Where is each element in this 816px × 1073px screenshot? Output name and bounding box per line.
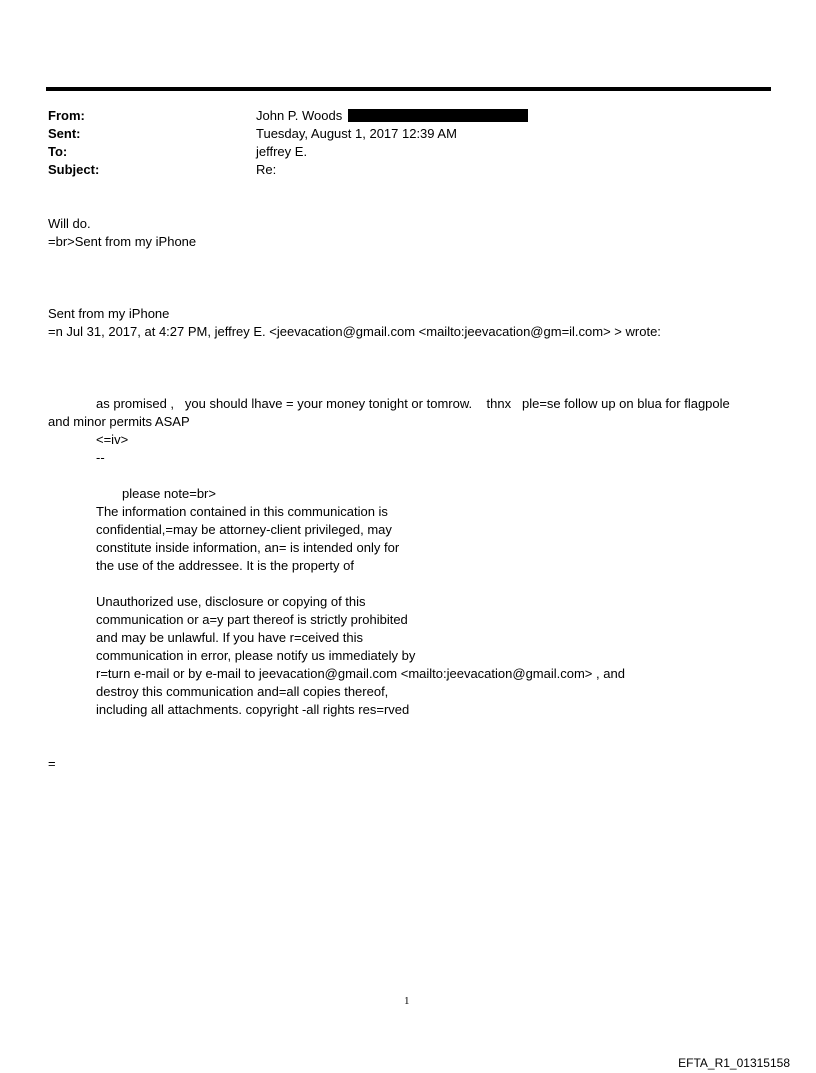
disclaimer-line: confidential,=may be attorney-client privileged, may — [96, 522, 392, 537]
sent-value: Tuesday, August 1, 2017 12:39 AM — [256, 126, 457, 141]
to-label: To: — [48, 144, 68, 159]
disclaimer-line: constitute inside information, an= is intended only for — [96, 540, 400, 555]
body-line: as promised , you should lhave = your money tonight or tomrow. thnx ple=se follow up on blua for flagpole — [96, 396, 730, 411]
from-label: From: — [48, 108, 85, 123]
disclaimer-line: The information contained in this communication is — [96, 504, 388, 519]
subject-value: Re: — [256, 162, 277, 177]
to-value: jeffrey E. — [256, 144, 308, 159]
body-line: Sent from my iPhone — [48, 306, 170, 321]
quoted-header-line: =n Jul 31, 2017, at 4:27 PM, jeffrey E. <jeevacation@gmail.com <mailto:jeevacation@gm=il.com> > wrote: — [48, 324, 661, 339]
page-number: 1 — [404, 995, 410, 1007]
document-id: EFTA_R1_01315158 — [678, 1056, 790, 1070]
disclaimer-line: including all attachments. copyright -all rights res=rved — [96, 702, 410, 717]
header-rule — [46, 87, 771, 91]
disclaimer-line: the use of the addressee. It is the property of — [96, 558, 354, 573]
disclaimer-line: please note=br> — [122, 486, 216, 501]
body-line: =br>Sent from my iPhone — [48, 234, 197, 249]
disclaimer-line: r=turn e-mail or by e-mail to jeevacation@gmail.com <mailto:jeevacation@gmail.com> , and — [96, 666, 625, 681]
sent-label: Sent: — [48, 126, 81, 141]
from-name: John P. Woods — [256, 108, 343, 123]
from-value — [256, 107, 528, 125]
disclaimer-line: Unauthorized use, disclosure or copying of this — [96, 594, 366, 609]
subject-label: Subject: — [48, 162, 100, 177]
redaction-bar — [348, 109, 528, 122]
body-line: -- — [96, 450, 105, 465]
body-line: <=iv> — [96, 432, 129, 447]
body-line: and minor permits ASAP — [48, 414, 190, 429]
body-line: = — [48, 756, 56, 771]
body-line: Will do. — [48, 216, 91, 231]
disclaimer-line: and may be unlawful. If you have r=ceived this — [96, 630, 364, 645]
disclaimer-line: communication or a=y part thereof is strictly prohibited — [96, 612, 408, 627]
disclaimer-line: destroy this communication and=all copies thereof, — [96, 684, 389, 699]
disclaimer-line: communication in error, please notify us immediately by — [96, 648, 416, 663]
